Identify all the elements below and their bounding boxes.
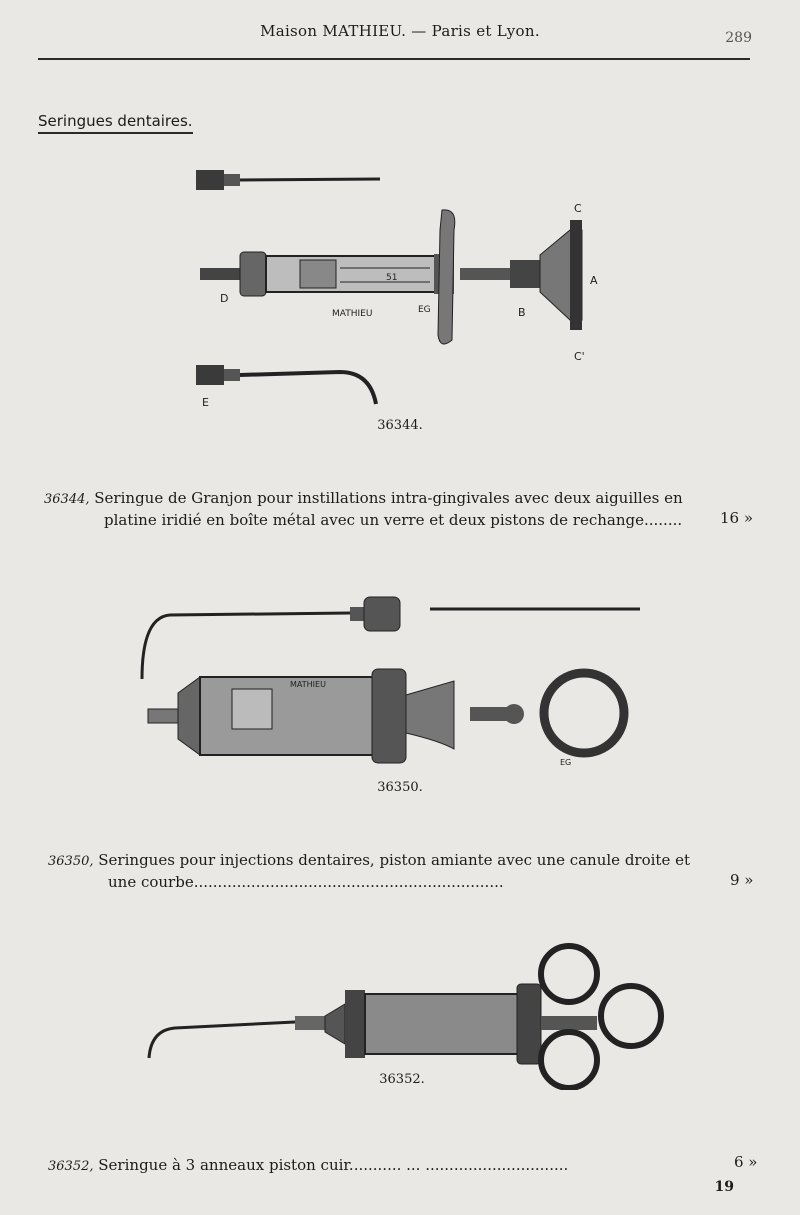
injection-syringe-drawing (148, 669, 524, 763)
entry-number: 36344, (44, 492, 90, 507)
entry-number: 36352, (48, 1159, 94, 1174)
entry-description-line1: Seringues pour injections dentaires, piston amiante avec une canule droite et (98, 851, 690, 869)
figure-36352-illustration (145, 940, 670, 1090)
figure-36344-caption: 36344. (377, 418, 423, 433)
maker-mark: EG (418, 305, 431, 315)
curved-cannula-drawing (142, 597, 400, 679)
entry-36350-price: 9 » (730, 871, 754, 889)
three-ring-syringe-drawing (149, 984, 597, 1064)
entry-36352-price: 6 » (734, 1153, 758, 1171)
entry-36344 (44, 488, 683, 531)
entry-36344-price: 16 » (720, 509, 754, 527)
label-d: D (220, 292, 229, 305)
brand-engraving: MATHIEU (332, 309, 373, 319)
label-c: C (574, 202, 582, 215)
label-b: B (518, 306, 526, 319)
figure-36350-illustration (140, 585, 640, 775)
label-e: E (202, 396, 209, 409)
label-c-prime: C' (574, 350, 585, 363)
entry-description-line2: une courbe................................................................. (108, 873, 504, 891)
signature-mark: 19 (714, 1179, 734, 1195)
entry-description-line2: platine iridié en boîte métal avec un verre et deux pistons de rechange........ (104, 511, 683, 529)
maker-mark-2: EG (560, 758, 572, 767)
label-a: A (590, 274, 598, 287)
thumb-ring-drawing (544, 673, 624, 753)
page-number: 289 (725, 30, 752, 46)
figure-36344-illustration (190, 160, 620, 410)
page-header-title: Maison MATHIEU. — Paris et Lyon. (260, 22, 540, 40)
entry-number: 36350, (48, 854, 94, 869)
header-rule (38, 58, 750, 60)
straight-needle-drawing (196, 170, 380, 190)
entry-36352 (48, 1155, 568, 1177)
entry-description-line1: Seringue à 3 anneaux piston cuir........... ... .............................. (98, 1156, 569, 1174)
scale-mark: 51 (386, 273, 398, 283)
brand-engraving-2: MATHIEU (290, 680, 326, 689)
curved-needle-drawing (196, 365, 376, 404)
figure-36350-caption: 36350. (377, 780, 423, 795)
section-title: Seringues dentaires. (38, 112, 193, 134)
entry-description-line1: Seringue de Granjon pour instillations intra-gingivales avec deux aiguilles en (94, 489, 683, 507)
entry-36350 (48, 850, 690, 893)
figure-36352-caption: 36352. (379, 1072, 425, 1087)
